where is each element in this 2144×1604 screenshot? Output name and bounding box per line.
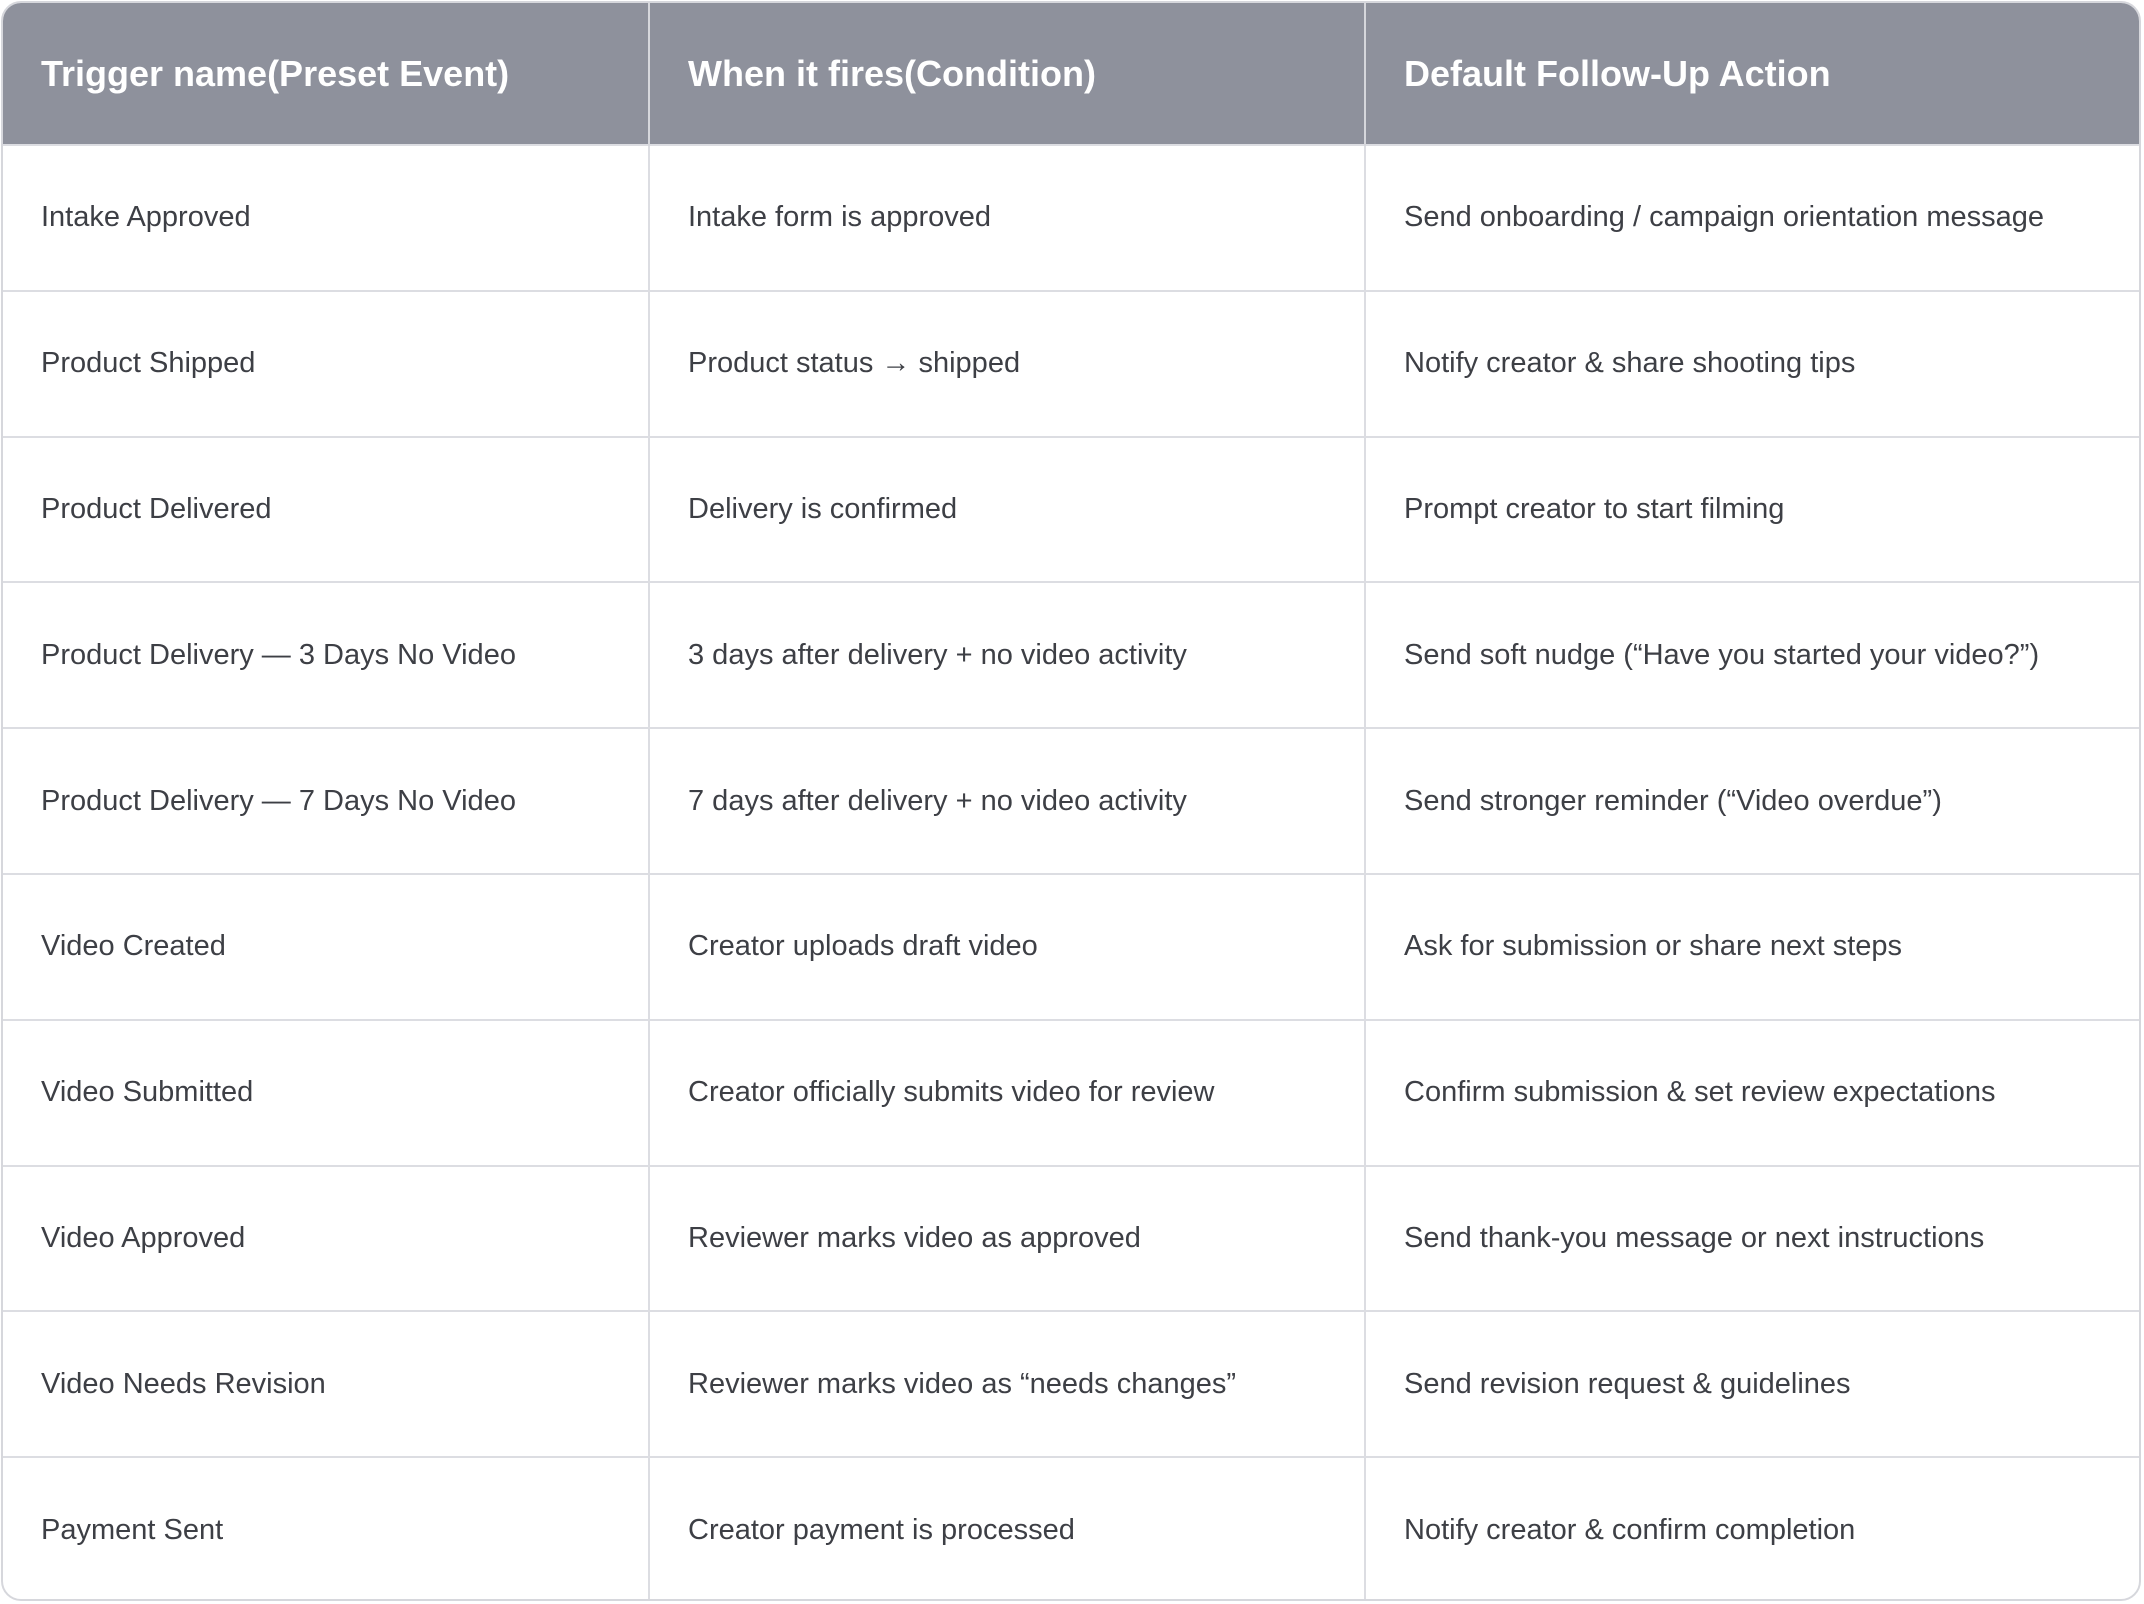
- condition-cell: Product status → shipped: [649, 291, 1365, 437]
- follow-up-action-cell: Prompt creator to start filming: [1404, 492, 1785, 525]
- follow-up-action-cell: Send onboarding / campaign orientation message: [1404, 201, 2045, 234]
- table-row: [3, 291, 2139, 437]
- condition-cell: Reviewer marks video as “needs changes”: [649, 1311, 1365, 1457]
- condition-cell: Creator uploads draft video: [649, 874, 1365, 1020]
- condition-cell: 7 days after delivery + no video activity: [649, 728, 1365, 874]
- table-body: [3, 145, 2139, 1601]
- column-header-condition: When it fires(Condition): [649, 3, 1365, 145]
- condition-cell: Intake form is approved: [649, 145, 1365, 291]
- table-row: [3, 728, 2139, 874]
- condition-cell: Reviewer marks video as approved: [649, 1166, 1365, 1312]
- table-row: [3, 1166, 2139, 1312]
- trigger-name-cell: Product Delivered: [3, 437, 649, 583]
- condition-cell: Delivery is confirmed: [649, 437, 1365, 583]
- follow-up-action-cell: Notify creator & share shooting tips: [1404, 347, 1856, 380]
- column-header-trigger-name: Trigger name(Preset Event): [3, 3, 649, 145]
- table-row: [3, 1457, 2139, 1601]
- table-header: [3, 3, 2139, 145]
- trigger-name-cell: Product Shipped: [3, 291, 649, 437]
- condition-cell: Creator officially submits video for review: [649, 1020, 1365, 1166]
- table-row: [3, 1020, 2139, 1166]
- trigger-table: [3, 3, 2139, 1601]
- follow-up-action-cell: Ask for submission or share next steps: [1404, 930, 1903, 963]
- table-row: [3, 582, 2139, 728]
- trigger-name-cell: Video Submitted: [3, 1020, 649, 1166]
- table-row: [3, 437, 2139, 583]
- trigger-name-cell: Product Delivery — 7 Days No Video: [3, 728, 649, 874]
- follow-up-action-cell: Notify creator & confirm completion: [1404, 1514, 1856, 1547]
- trigger-table-container: [1, 1, 2141, 1601]
- trigger-name-cell: Product Delivery — 3 Days No Video: [3, 582, 649, 728]
- table-row: [3, 145, 2139, 291]
- trigger-name-cell: Payment Sent: [3, 1457, 649, 1601]
- follow-up-action-cell: Send stronger reminder (“Video overdue”): [1404, 784, 1942, 817]
- header-row: [3, 3, 2139, 145]
- condition-cell: Creator payment is processed: [649, 1457, 1365, 1601]
- condition-cell: 3 days after delivery + no video activity: [649, 582, 1365, 728]
- table-row: [3, 1311, 2139, 1457]
- trigger-name-cell: Video Created: [3, 874, 649, 1020]
- follow-up-action-cell: Send thank-you message or next instructions: [1404, 1221, 1985, 1254]
- follow-up-action-cell: Confirm submission & set review expectations: [1404, 1076, 1996, 1109]
- table-row: [3, 874, 2139, 1020]
- trigger-name-cell: Video Needs Revision: [3, 1311, 649, 1457]
- follow-up-action-cell: Send revision request & guidelines: [1404, 1367, 1851, 1400]
- column-header-follow-up-action: Default Follow-Up Action: [1404, 52, 1831, 94]
- follow-up-action-cell: Send soft nudge (“Have you started your video?”): [1404, 638, 2040, 671]
- trigger-name-cell: Intake Approved: [3, 145, 649, 291]
- trigger-name-cell: Video Approved: [3, 1166, 649, 1312]
